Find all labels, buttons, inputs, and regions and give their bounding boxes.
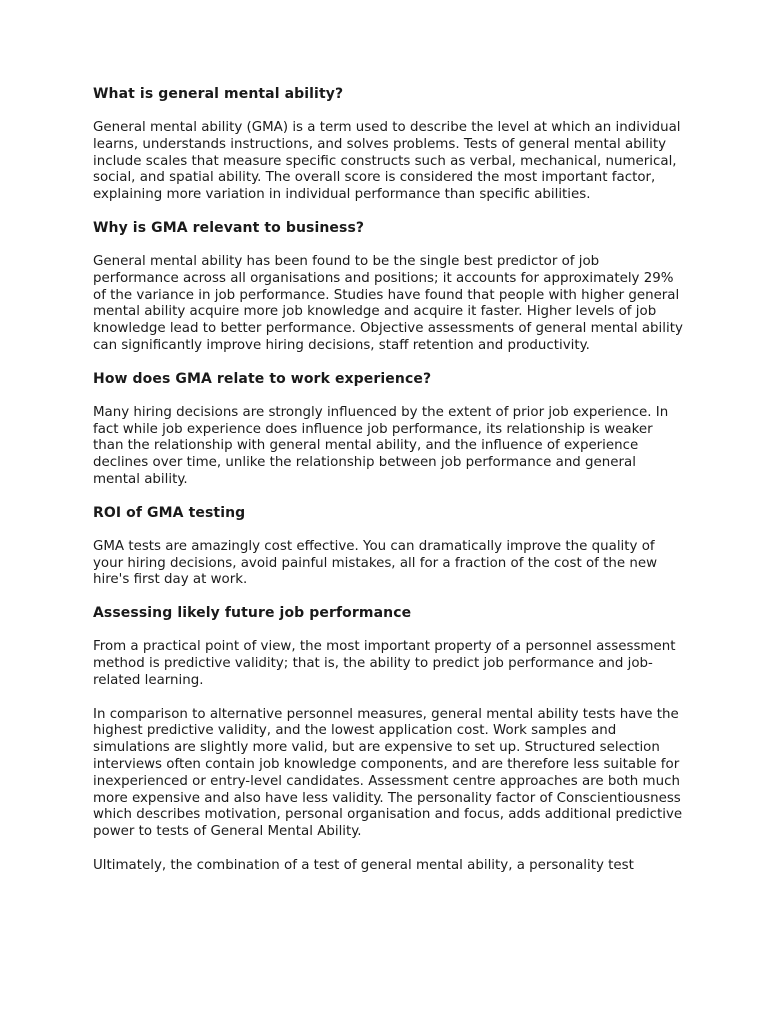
heading-gma-work-experience: How does GMA relate to work experience? <box>93 370 432 387</box>
paragraph-alternative-measures: In comparison to alternative personnel measures, general mental ability tests have the highest predictive validity, and the lowest application cost. Work samples and simulations are slightly more valid, but are expensive to set up. Structured selection interviews often contain job knowledge components, and are therefore less suitable for inexperienced or entry-level candidates. Assessment centre approaches are both much more expensive and also have less validity. The personality factor of Conscientiousness which describes motivation, personal organisation and focus, adds additional predictive power to tests of General Mental Ability. <box>93 706 683 840</box>
heading-why-gma-relevant: Why is GMA relevant to business? <box>93 219 365 236</box>
paragraph-combination: Ultimately, the combination of a test of general mental ability, a personality test <box>93 857 634 873</box>
paragraph-gma-roi: GMA tests are amazingly cost effective. You can dramatically improve the quality of your hiring decisions, avoid painful mistakes, all for a fraction of the cost of the new hire's first day at work. <box>93 538 658 588</box>
paragraph-gma-experience: Many hiring decisions are strongly influenced by the extent of prior job experience. In fact while job experience does influence job performance, its relationship is weaker than the relationship with general mental ability, and the influence of experience declines over time, unlike the relationship between job performance and general mental ability. <box>93 404 669 487</box>
heading-assessing-performance: Assessing likely future job performance <box>93 605 412 622</box>
heading-roi-gma-testing: ROI of GMA testing <box>93 504 246 521</box>
paragraph-predictive-validity: From a practical point of view, the most important property of a personnel assessment method is predictive validity; that is, the ability to predict job performance and job-related learning. <box>93 639 676 688</box>
document-page <box>93 86 683 875</box>
paragraph-gma-business: General mental ability has been found to be the single best predictor of job performance across all organisations and positions; it accounts for approximately 29% of the variance in job performance. Studies have found that people with higher general mental ability acquire more job knowledge and acquire it faster. Higher levels of job knowledge lead to better performance. Objective assessments of general mental ability can significantly improve hiring decisions, staff retention and productivity. <box>93 253 683 353</box>
paragraph-gma-definition: General mental ability (GMA) is a term used to describe the level at which an individual learns, understands instructions, and solves problems. Tests of general mental ability include scales that measure specific constructs such as verbal, mechanical, numerical, social, and spatial ability. The overall score is considered the most important factor, explaining more variation in individual performance than specific abilities. <box>93 120 681 203</box>
heading-what-is-gma: What is general mental ability? <box>93 86 344 102</box>
